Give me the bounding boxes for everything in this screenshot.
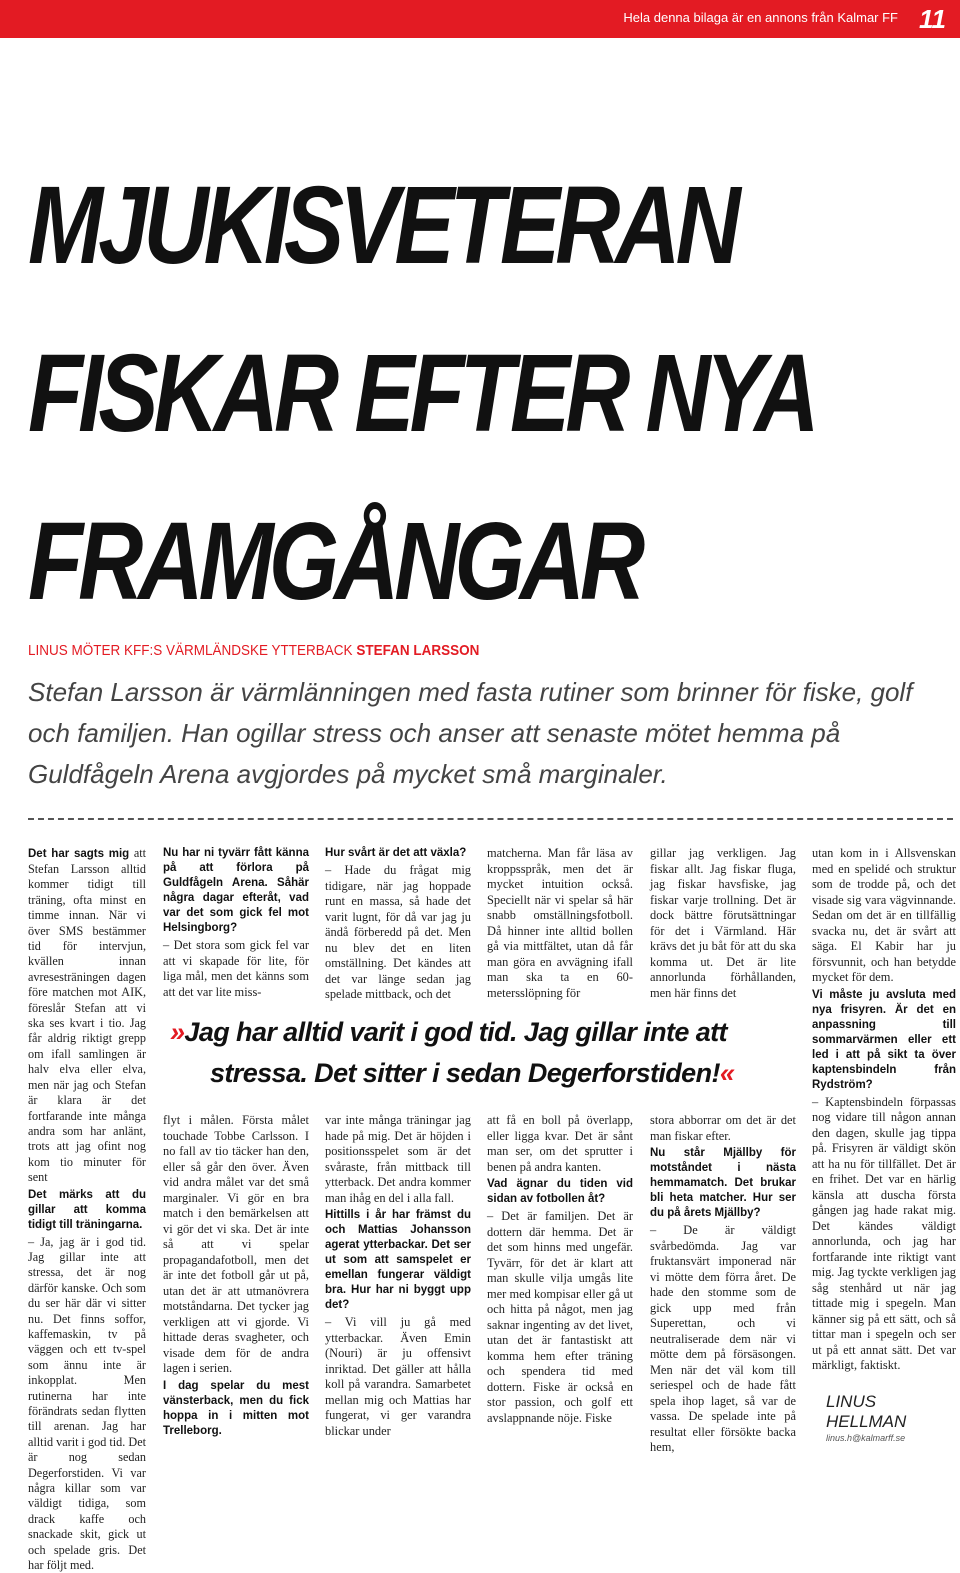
- quote-open-mark: »: [170, 1017, 185, 1047]
- column-6: [812, 846, 956, 1374]
- body-paragraph: var inte många träningar jag hade på mig. Det är höjden i positionsspelet som är det svåraste, från mittback till ytterback. Det andra kommer man ihåg en del i alla fall.: [325, 1113, 471, 1205]
- interview-question: Hur svårt är det att växla?: [325, 847, 467, 859]
- body-paragraph: – Det är familjen. Det är dottern där hemma. Det är det som hinns med ungefär. Tyvärr, för det är klart att man skulle vilja umgås lite mer med kompisar eller gå ut och hitta på något, men jag saknar ingenting av det livet, utan det är fantastiskt att komma hem efter träning och spendera tid med dottern. Fiske är också en stor passion, och golf ett avslappnande nöje. Fiske: [487, 1209, 633, 1425]
- kicker: [28, 642, 479, 659]
- kicker-name: STEFAN LARSSON: [356, 642, 480, 659]
- lead-paragraph: Stefan Larsson är värmlänningen med fasta rutiner som brinner för fiske, golf och familjen. Han ogillar stress och anser att senaste mötet hemma på Guldfågeln Arena avgjordes på mycket små marginaler.: [28, 677, 913, 789]
- body-paragraph: – Det stora som gick fel var att vi skapade för lite, för liga mål, men det känns som att det var lite miss-: [163, 938, 309, 999]
- interview-question: Hittills i år har främst du och Mattias Johansson agerat ytterbackar. Det ser ut som att samspelet er emellan fungerar väldigt bra. Hur har ni byggt upp det?: [325, 1209, 471, 1311]
- top-banner: [0, 0, 960, 38]
- body-paragraph: gillar jag verkligen. Jag fiskar allt. Jag fiskar fluga, jag fiskar havsfiske, jag fiskar varje trollning. Det är dock bättre förutsättningar för det i Värmland. Här krävs det ju båt för att du ska komma ut. Det är lite annorlunda förhållanden, men här finns det: [650, 846, 796, 1000]
- interview-question: Vi måste ju avsluta med nya frisyren. Är det en anpassning till sommarvärmen eller ett led i att på sikt ta över kaptensbindeln från Rydström?: [812, 988, 956, 1091]
- interview-question: I dag spelar du mest vänsterback, men du fick hoppa in i mitten mot Trelleborg.: [163, 1379, 309, 1437]
- body-paragraph: – Ja, jag är i god tid. Jag gillar inte att stressa, det är nog därför kanske. Och som du ser här där vi sitter nu. Det finns soffor, kaffemaskin, tv på väggen och ett tv-spel som ännu inte är inkopplat. Men rutinerna har inte förändrats sedan flytten till arenan. Jag har alltid varit i god tid. Det är nog sedan Degerforstiden. Vi var några killar som var väldigt tidiga, som drack kaffe och snackade skit, gick ut och spelade gris. Det har följt med.: [28, 1234, 146, 1573]
- author-name: LINUS HELLMAN: [826, 1392, 907, 1431]
- column-4-top: [487, 846, 633, 1001]
- body-paragraph: – Vi vill ju gå med ytterbackar. Även Emin (Nouri) är ju offensivt inriktad. Det gäller att hålla koll på varandra. Samarbetet mellan mig och Mattias har fungerat, vi ger varandra blickar under: [325, 1315, 471, 1438]
- column-3-top: [325, 846, 471, 1003]
- quote-close-mark: «: [719, 1058, 735, 1088]
- interview-question: Nu har ni tyvärr fått känna på att förlora på Guldfågeln Arena. Såhär några dagar efteråt, vad var det som gick fel mot Helsingborg?: [163, 847, 309, 934]
- divider: [28, 818, 953, 820]
- intro-lead-in: Det har sagts mig: [28, 848, 130, 860]
- headline: [28, 142, 948, 646]
- body-paragraph: att få en boll på överlapp, eller ligga kvar. Det är sånt man ser, om det sprutter i benen på andra kanten.: [487, 1113, 633, 1174]
- annons-notice: Hela denna bilaga är en annons från Kalmar FF: [623, 10, 898, 25]
- body-paragraph: – De är väldigt svårbedömda. Jag var fruktansvärt imponerad när vi mötte dem förra året. De hade den stomme som de gick upp med från Superettan, och vi neutraliserade dem när vi mötte dem på försäsongen. Men när det väl kom till seriespel och de hade fått spela ihop laget, så var de vassa. De spelade inte på resultat eller försökte backa hem,: [650, 1223, 796, 1454]
- column-2-top: [163, 846, 309, 1000]
- column-2-bottom: [163, 1113, 309, 1439]
- pull-quote-line-2: stressa. Det sitter i sedan Degerforstiden!: [210, 1058, 720, 1088]
- body-paragraph: utan kom in i Allsvenskan med en spelidé och struktur som de trodde på, och det visade sig vara vägvinnande. Sedan om det är en tillfällig svacka nu, det är svårt att säga. El Kabir har ju försvunnit, och han betydde mycket för dem.: [812, 846, 956, 984]
- body-paragraph: – Kaptensbindeln förpassas nog vidare till någon annan den dagen, skulle jag tippa på. Frisyren är väldigt skön att ha nu för tillfället. Det är en frihet. Det var en härlig känsla att duscha första gången jag hade rakat mig. Det kändes väldigt annorlunda, och jag har fortfarande inte riktigt vant mig. Jag tyckte verkligen jag såg stenhård ut när jag tittade mig i spegeln. Man känner sig på ett sätt, och så tittar man i spegeln och ser ut på ett annat sätt. Det var märkligt, faktiskt.: [812, 1094, 956, 1372]
- author-email[interactable]: linus.h@kalmarff.se: [826, 1433, 906, 1443]
- interview-question: Vad ägnar du tiden vid sidan av fotbollen åt?: [487, 1178, 633, 1205]
- intro-paragraph: [28, 846, 146, 1186]
- column-4-bottom: [487, 1113, 633, 1426]
- body-paragraph: matcherna. Man får läsa av kroppsspråk, men det är mycket intuition också. Speciellt när vi spelar så här snabb omställningsfotboll. Då hinner inte alltid bollen gå via mittfältet, utan då får man göra en avvägning ifall man ska ta en 60-metersslöpning för: [487, 846, 633, 1000]
- pull-quote-line-1: Jag har alltid varit i god tid. Jag gillar inte att: [184, 1017, 727, 1047]
- kicker-prefix: LINUS MÖTER KFF:S VÄRMLÄNDSKE YTTERBACK: [28, 642, 357, 659]
- body-paragraph: – Hade du frågat mig tidigare, när jag hoppade runt en massa, så hade det varit lugnt, för då var jag ju ändå förberedd på det. Men nu blev det en liten omställning. Det kändes att det var länge sedan jag spelade mittback, och det: [325, 863, 471, 1001]
- headline-line-2: FISKAR EFTER NYA: [28, 332, 815, 455]
- body-paragraph: stora abborrar om det är det man fiskar efter.: [650, 1113, 796, 1143]
- page-number: 11: [919, 4, 946, 34]
- intro-text: att Stefan Larsson alltid kommer tidigt till träning, ofta minst en timme innan. När vi över SMS bestämmer tid för intervjun, kvällen innan avresesträningen dagen före matchen mot AIK, föreslår Stefan att vi ska ses kvart i tio. Jag får aldrig riktigt grepp om ifall samlingen är halv elva eller elva, men när jag och Stefan är klara är det fortfarande inte många andra som har anlänt, trots att jag ofint nog kom tio minuter för sent: [28, 846, 146, 1185]
- column-3-bottom: [325, 1113, 471, 1439]
- headline-line-1: MJUKISVETERAN: [28, 164, 736, 287]
- column-5-top: [650, 846, 796, 1001]
- body-paragraph: flyt i målen. Första målet touchade Tobbe Carlsson. I no fall av tio täcker han den, eller så går den över. Även vid andra målet var det små marginaler. Vi gör en bra match i den bemärkelsen att vi gör det vi ska. Det är inte så att vi spelar propagandafotboll, men det är inte det fotboll går ut på, utan det är att utmanövrera motståndarna. Det tycker jag verkligen att vi gjorde. Vi hittade deras svagheter, och visade dem för de andra lagen i serien.: [163, 1113, 309, 1375]
- interview-question: Nu står Mjällby för motståndet i nästa hemmamatch. Det brukar bli heta matcher. Hur ser du på årets Mjällby?: [650, 1147, 796, 1219]
- pull-quote: [170, 1012, 770, 1094]
- interview-question: Det märks att du gillar att komma tidigt till träningarna.: [28, 1188, 146, 1231]
- column-5-bottom: [650, 1113, 796, 1456]
- byline: [826, 1392, 960, 1443]
- headline-line-3: FRAMGÅNGAR: [28, 500, 641, 623]
- column-1: [28, 846, 146, 1573]
